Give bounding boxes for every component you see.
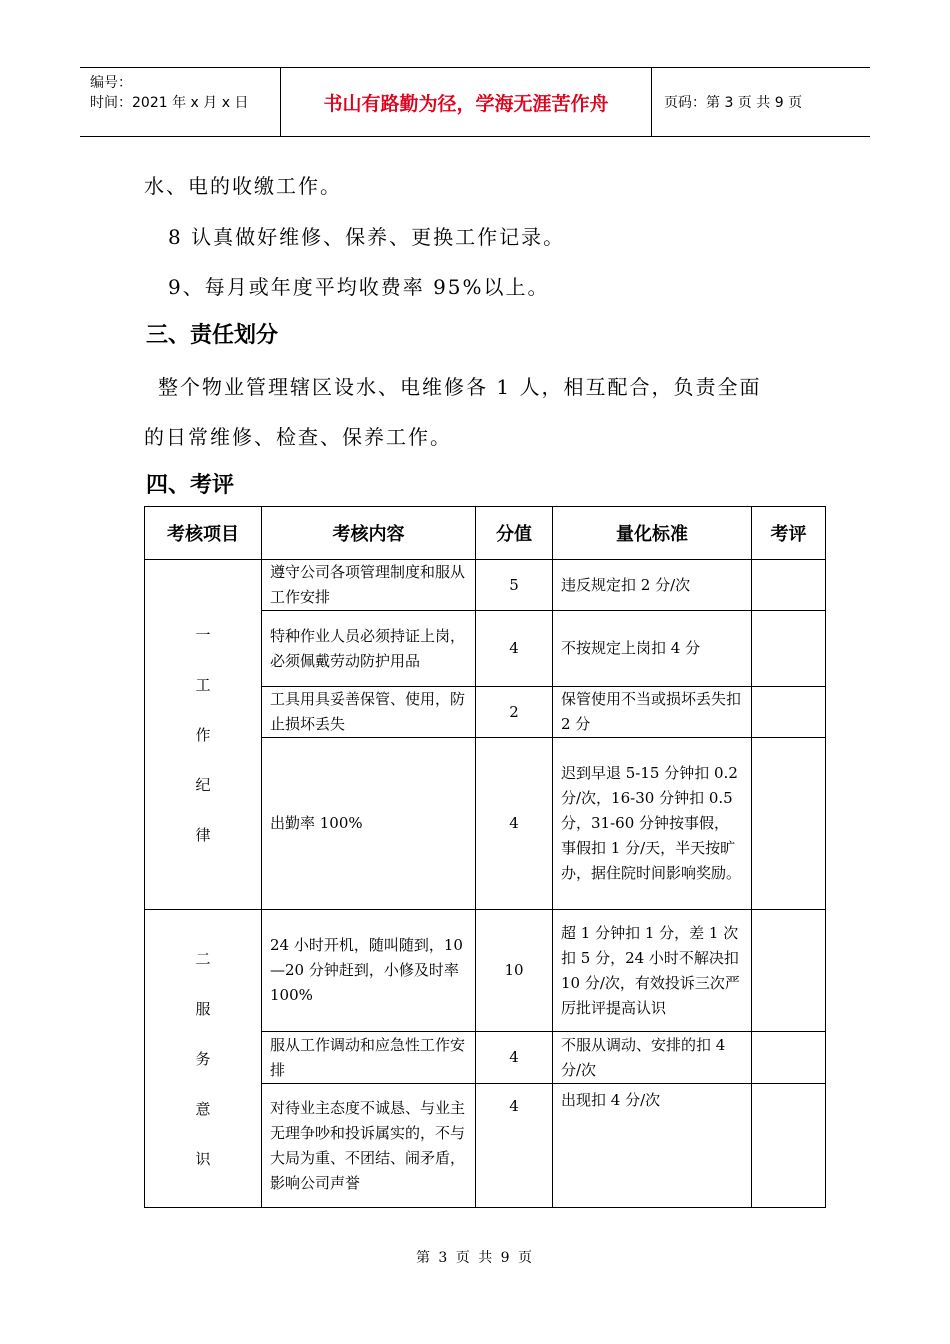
body-line-3: 9、每月或年度平均收费率 95%以上。	[168, 275, 550, 299]
score-cell: 5	[476, 560, 553, 611]
category-char: 意	[195, 1099, 211, 1118]
category-char: 作	[195, 725, 211, 744]
document-date: 时间：2021 年 x 月 x 日	[90, 95, 249, 111]
category-cell-work-discipline	[145, 560, 262, 910]
score-cell: 10	[476, 910, 553, 1032]
evaluation-cell[interactable]	[752, 687, 826, 738]
body-line-2: 8 认真做好维修、保养、更换工作记录。	[168, 225, 566, 249]
content-cell: 出勤率 100%	[262, 738, 476, 910]
category-char: 纪	[195, 775, 211, 794]
score-cell: 4	[476, 611, 553, 687]
standard-cell: 不按规定上岗扣 4 分	[553, 611, 752, 687]
content-cell: 遵守公司各项管理制度和服从工作安排	[262, 560, 476, 611]
category-char: 一	[195, 625, 211, 644]
content-cell: 服从工作调动和应急性工作安排	[262, 1032, 476, 1084]
score-cell: 4	[476, 738, 553, 910]
category-char: 识	[195, 1149, 211, 1168]
content-cell: 24 小时开机，随叫随到，10—20 分钟赶到，小修及时率 100%	[262, 910, 476, 1032]
score-cell: 4	[476, 1032, 553, 1084]
category-cell-service-awareness	[145, 910, 262, 1208]
evaluation-table	[144, 506, 826, 1208]
section-3-paragraph-line-2: 的日常维修、检查、保养工作。	[144, 425, 452, 449]
evaluation-cell[interactable]	[752, 1032, 826, 1084]
standard-cell: 超 1 分钟扣 1 分，差 1 次扣 5 分，24 小时不解决扣 10 分/次，有效投诉三次严厉批评提高认识	[553, 910, 752, 1032]
category-char: 二	[195, 949, 211, 968]
evaluation-cell[interactable]	[752, 738, 826, 910]
content-cell: 对待业主态度不诚恳、与业主无理争吵和投诉属实的，不与大局为重、不团结、闹矛盾，影响公司声誉	[262, 1084, 476, 1208]
score-cell: 2	[476, 687, 553, 738]
standard-cell: 不服从调动、安排的扣 4 分/次	[553, 1032, 752, 1084]
header-meta	[80, 68, 281, 136]
standard-cell: 违反规定扣 2 分/次	[553, 560, 752, 611]
table-header-row	[145, 507, 826, 560]
category-char: 务	[195, 1049, 211, 1068]
category-char: 工	[195, 675, 211, 694]
evaluation-cell[interactable]	[752, 560, 826, 611]
score-cell: 4	[476, 1084, 553, 1208]
header-page-info: 页码：第 3 页 共 9 页	[664, 95, 803, 111]
section-3-paragraph-line-1: 整个物业管理辖区设水、电维修各 1 人，相互配合，负责全面	[158, 375, 762, 399]
evaluation-cell[interactable]	[752, 611, 826, 687]
header-cell-standard: 量化标准	[553, 507, 752, 560]
page-footer: 第 3 页 共 9 页	[415, 1250, 535, 1266]
content-cell: 工具用具妥善保管、使用，防止损坏丢失	[262, 687, 476, 738]
category-char: 律	[195, 825, 211, 844]
header-cell-evaluation: 考评	[752, 507, 826, 560]
content-cell: 特种作业人员必须持证上岗，必须佩戴劳动防护用品	[262, 611, 476, 687]
standard-cell: 迟到早退 5-15 分钟扣 0.2 分/次，16-30 分钟扣 0.5 分，31-60 分钟按事假，事假扣 1 分/天，半天按旷办，据住院时间影响奖励。	[553, 738, 752, 910]
page-header	[80, 67, 870, 137]
table-row	[145, 910, 826, 1032]
body-line-1: 水、电的收缴工作。	[144, 174, 342, 198]
standard-cell: 出现扣 4 分/次	[553, 1084, 752, 1208]
evaluation-cell[interactable]	[752, 910, 826, 1032]
category-char: 服	[195, 999, 211, 1018]
header-cell-item: 考核项目	[145, 507, 262, 560]
section-4-title: 四、考评	[146, 473, 235, 498]
evaluation-cell[interactable]	[752, 1084, 826, 1208]
document-number-label: 编号：	[90, 75, 132, 91]
header-cell-content: 考核内容	[262, 507, 476, 560]
header-cell-score: 分值	[476, 507, 553, 560]
header-motto: 书山有路勤为径，学海无涯苦作舟	[281, 68, 652, 136]
standard-cell: 保管使用不当或损坏丢失扣 2 分	[553, 687, 752, 738]
section-3-title: 三、责任划分	[146, 323, 279, 348]
table-row	[145, 560, 826, 611]
